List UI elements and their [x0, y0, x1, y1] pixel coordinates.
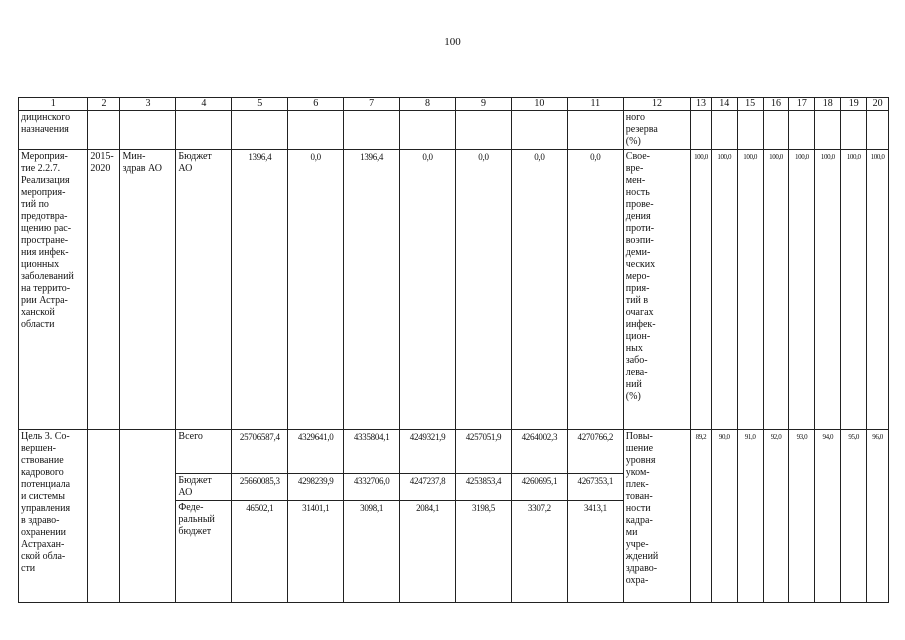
header-cell: 7	[344, 98, 400, 111]
event-target: 100,0	[691, 150, 712, 430]
header-cell: 3	[120, 98, 176, 111]
event-value: 1396,4	[232, 150, 288, 430]
event-value: 0,0	[567, 150, 623, 430]
event-value: 0,0	[400, 150, 456, 430]
continuation-indicator: ного резерва (%)	[623, 111, 690, 150]
event-value: 0,0	[456, 150, 512, 430]
table-cell	[691, 111, 712, 150]
event-period: 2015- 2020	[88, 150, 120, 430]
table-cell	[763, 111, 789, 150]
goal-value: 4264002,3	[511, 430, 567, 474]
header-cell: 10	[511, 98, 567, 111]
goal-indicator: Повы- шение уровня уком- плек- тован- ности кадра- ми учре- ждений здраво- охра-	[623, 430, 690, 603]
goal-value: 4267353,1	[567, 474, 623, 501]
event-target: 100,0	[763, 150, 789, 430]
header-cell: 19	[841, 98, 867, 111]
goal-row-total	[19, 430, 889, 474]
header-cell: 6	[288, 98, 344, 111]
goal-target: 96,0	[867, 430, 889, 603]
table-cell	[176, 111, 232, 150]
header-cell: 1	[19, 98, 88, 111]
goal-target: 93,0	[789, 430, 815, 603]
continuation-row	[19, 111, 889, 150]
event-value: 0,0	[511, 150, 567, 430]
goal-target: 94,0	[815, 430, 841, 603]
header-cell: 4	[176, 98, 232, 111]
header-cell: 8	[400, 98, 456, 111]
table-cell	[344, 111, 400, 150]
header-cell: 16	[763, 98, 789, 111]
goal-value: 3413,1	[567, 501, 623, 603]
table-cell	[511, 111, 567, 150]
event-target: 100,0	[867, 150, 889, 430]
goal-target: 90,0	[711, 430, 737, 603]
program-table	[18, 97, 889, 603]
event-row	[19, 150, 889, 430]
table-cell	[288, 111, 344, 150]
table-cell	[88, 430, 120, 603]
goal-value: 4257051,9	[456, 430, 512, 474]
table-cell	[120, 111, 176, 150]
header-cell: 15	[737, 98, 763, 111]
goal-funding-source: Бюджет АО	[176, 474, 232, 501]
table-cell	[232, 111, 288, 150]
table-cell	[567, 111, 623, 150]
table-cell	[120, 430, 176, 603]
event-funding-source: Бюджет АО	[176, 150, 232, 430]
goal-value: 4298239,9	[288, 474, 344, 501]
goal-funding-source: Всего	[176, 430, 232, 474]
header-cell: 13	[691, 98, 712, 111]
event-target: 100,0	[841, 150, 867, 430]
goal-value: 3098,1	[344, 501, 400, 603]
header-cell: 5	[232, 98, 288, 111]
header-cell: 18	[815, 98, 841, 111]
header-cell: 11	[567, 98, 623, 111]
table-cell	[737, 111, 763, 150]
continuation-name: дицинского назначения	[19, 111, 88, 150]
goal-value: 4329641,0	[288, 430, 344, 474]
header-row	[19, 98, 889, 111]
event-name: Мероприя- тие 2.2.7. Реализация мероприя- тий по предотвра- щению рас- простране- ния инфек- ционных заболеваний на террито- рии Астра- ханской области	[19, 150, 88, 430]
goal-value: 31401,1	[288, 501, 344, 603]
event-target: 100,0	[815, 150, 841, 430]
event-indicator: Свое- вре- мен- ность прове- дения проти- воэпи- деми- ческих меро- прия- тий в очагах инфек- цион- ных забо- лева- ний (%)	[623, 150, 690, 430]
table-cell	[841, 111, 867, 150]
event-value: 0,0	[288, 150, 344, 430]
header-cell: 20	[867, 98, 889, 111]
goal-value: 3307,2	[511, 501, 567, 603]
goal-target: 89,2	[691, 430, 712, 603]
table-cell	[711, 111, 737, 150]
goal-value: 4260695,1	[511, 474, 567, 501]
goal-value: 4249321,9	[400, 430, 456, 474]
goal-value: 25706587,4	[232, 430, 288, 474]
header-cell: 9	[456, 98, 512, 111]
event-target: 100,0	[789, 150, 815, 430]
header-cell: 14	[711, 98, 737, 111]
header-cell: 17	[789, 98, 815, 111]
event-executor: Мин- здрав АО	[120, 150, 176, 430]
goal-target: 91,0	[737, 430, 763, 603]
goal-value: 3198,5	[456, 501, 512, 603]
goal-target: 95,0	[841, 430, 867, 603]
table-cell	[456, 111, 512, 150]
table-cell	[88, 111, 120, 150]
table-cell	[789, 111, 815, 150]
event-target: 100,0	[711, 150, 737, 430]
page-number: 100	[444, 36, 461, 48]
goal-value: 4253853,4	[456, 474, 512, 501]
goal-funding-source: Феде- ральный бюджет	[176, 501, 232, 603]
goal-target: 92,0	[763, 430, 789, 603]
goal-value: 4332706,0	[344, 474, 400, 501]
goal-value: 25660085,3	[232, 474, 288, 501]
event-target: 100,0	[737, 150, 763, 430]
goal-value: 4270766,2	[567, 430, 623, 474]
event-value: 1396,4	[344, 150, 400, 430]
table-cell	[815, 111, 841, 150]
goal-value: 4335804,1	[344, 430, 400, 474]
goal-value: 2084,1	[400, 501, 456, 603]
table-cell	[867, 111, 889, 150]
header-cell: 2	[88, 98, 120, 111]
goal-name: Цель 3. Со- вершен- ствование кадрового потенциала и системы управления в здраво- охранении Астрахан- ской обла- сти	[19, 430, 88, 603]
goal-value: 46502,1	[232, 501, 288, 603]
table-cell	[400, 111, 456, 150]
header-cell: 12	[623, 98, 690, 111]
goal-value: 4247237,8	[400, 474, 456, 501]
